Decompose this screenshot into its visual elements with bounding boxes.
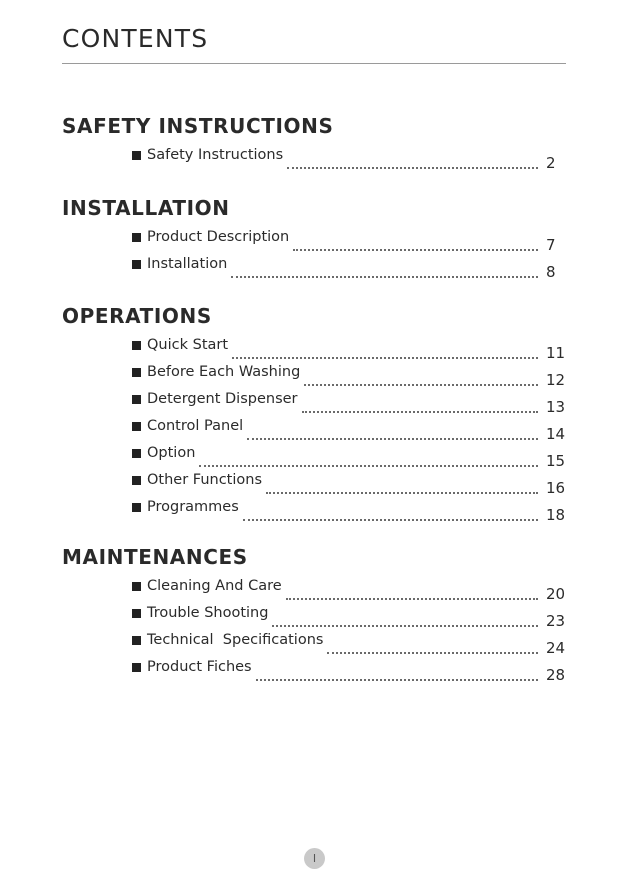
toc-entry[interactable] — [62, 601, 572, 628]
toc-entry-list — [62, 574, 572, 682]
dot-leader — [302, 397, 538, 413]
toc-entry-label: Technical Specifications — [147, 632, 324, 648]
page-title: CONTENTS — [62, 24, 209, 53]
section-maintenances — [62, 544, 572, 682]
toc-entry-page: 13 — [546, 398, 566, 416]
dot-leader — [266, 478, 538, 494]
toc-entry[interactable] — [62, 495, 572, 522]
square-bullet-icon — [132, 449, 141, 458]
toc-entry-page: 18 — [546, 506, 566, 524]
toc-entry-page: 7 — [546, 236, 556, 254]
toc-entry-label: Detergent Dispenser — [147, 391, 298, 407]
dot-leader — [256, 665, 538, 681]
page-number-badge: I — [304, 848, 325, 869]
square-bullet-icon — [132, 233, 141, 242]
dot-leader — [287, 153, 538, 169]
section-heading: INSTALLATION — [62, 196, 230, 220]
toc-entry[interactable] — [62, 360, 572, 387]
toc-entry-label: Product Fiches — [147, 659, 252, 675]
square-bullet-icon — [132, 476, 141, 485]
dot-leader — [286, 584, 538, 600]
square-bullet-icon — [132, 422, 141, 431]
square-bullet-icon — [132, 663, 141, 672]
toc-entry[interactable] — [62, 143, 572, 170]
toc-entry-label: Quick Start — [147, 337, 229, 353]
section-heading: MAINTENANCES — [62, 545, 248, 569]
dot-leader — [231, 262, 538, 278]
toc-entry-label: Option — [147, 445, 196, 461]
toc-entry-list — [62, 225, 572, 279]
toc-entry[interactable] — [62, 468, 572, 495]
toc-entry-list — [62, 143, 572, 170]
toc-entry-page: 28 — [546, 666, 566, 684]
toc-entry-page: 11 — [546, 344, 566, 362]
toc-entry-label: Programmes — [147, 499, 239, 515]
toc-entry[interactable] — [62, 441, 572, 468]
square-bullet-icon — [132, 582, 141, 591]
section-safety-instructions — [62, 113, 572, 170]
title-divider — [62, 63, 566, 64]
toc-entry[interactable] — [62, 333, 572, 360]
toc-entry[interactable] — [62, 252, 572, 279]
toc-entry-label: Control Panel — [147, 418, 244, 434]
dot-leader — [272, 611, 538, 627]
square-bullet-icon — [132, 341, 141, 350]
square-bullet-icon — [132, 609, 141, 618]
section-heading: OPERATIONS — [62, 304, 212, 328]
toc-entry-label: Before Each Washing — [147, 364, 301, 380]
square-bullet-icon — [132, 151, 141, 160]
toc-entry-label: Other Functions — [147, 472, 263, 488]
toc-entry-page: 20 — [546, 585, 566, 603]
dot-leader — [304, 370, 538, 386]
toc-entry[interactable] — [62, 574, 572, 601]
square-bullet-icon — [132, 636, 141, 645]
toc-entry[interactable] — [62, 655, 572, 682]
toc-entry-page: 24 — [546, 639, 566, 657]
section-installation — [62, 195, 572, 279]
dot-leader — [232, 343, 538, 359]
toc-entry-label: Cleaning And Care — [147, 578, 282, 594]
toc-entry[interactable] — [62, 414, 572, 441]
toc-entry-list — [62, 333, 572, 522]
toc-entry[interactable] — [62, 387, 572, 414]
toc-entry-page: 15 — [546, 452, 566, 470]
section-heading: SAFETY INSTRUCTIONS — [62, 114, 334, 138]
dot-leader — [247, 424, 538, 440]
square-bullet-icon — [132, 260, 141, 269]
toc-entry-label: Safety Instructions — [147, 147, 284, 163]
square-bullet-icon — [132, 503, 141, 512]
toc-entry[interactable] — [62, 628, 572, 655]
toc-entry-page: 14 — [546, 425, 566, 443]
square-bullet-icon — [132, 395, 141, 404]
dot-leader — [327, 638, 538, 654]
dot-leader — [293, 235, 538, 251]
square-bullet-icon — [132, 368, 141, 377]
toc-entry-page: 12 — [546, 371, 566, 389]
section-operations — [62, 303, 572, 522]
toc-entry[interactable] — [62, 225, 572, 252]
dot-leader — [199, 451, 538, 467]
toc-entry-page: 2 — [546, 154, 556, 172]
dot-leader — [243, 505, 538, 521]
toc-entry-label: Installation — [147, 256, 228, 272]
toc-entry-label: Trouble Shooting — [147, 605, 269, 621]
toc-entry-page: 23 — [546, 612, 566, 630]
toc-entry-page: 8 — [546, 263, 556, 281]
toc-entry-page: 16 — [546, 479, 566, 497]
toc-entry-label: Product Description — [147, 229, 290, 245]
